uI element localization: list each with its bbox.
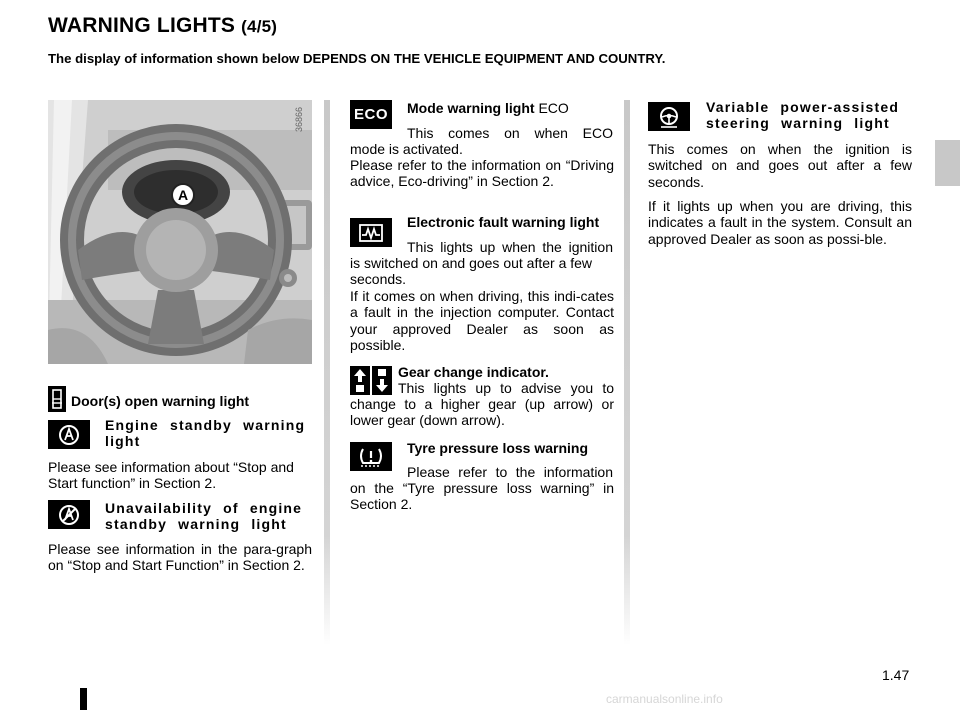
tyre-pressure-line1: Please refer to the information <box>407 464 613 480</box>
page-title-part: (4/5) <box>241 17 278 36</box>
page-subtitle: The display of information shown below DEPENDS ON THE VEHICLE EQUIPMENT AND COUNTRY. <box>48 51 666 66</box>
gear-change-icon <box>350 366 392 395</box>
tyre-pressure-text: on the “Tyre pressure loss warning” in Section 2. <box>350 480 614 513</box>
corner-mark <box>80 688 87 710</box>
figure-reference: 36866 <box>294 106 304 132</box>
page-title-text: WARNING LIGHTS <box>48 14 236 37</box>
engine-standby-heading: Engine standby warning light <box>105 417 306 450</box>
tyre-pressure-icon <box>350 442 392 471</box>
gear-change-text: change to a higher gear (up arrow) or lower gear (down arrow). <box>350 396 614 429</box>
engine-standby-unavailable-text: Please see information in the para-graph on “Stop and Start Function” in Section 2. <box>48 541 312 574</box>
electronic-fault-heading: Electronic fault warning light <box>407 214 600 230</box>
eco-mode-heading-label: Mode warning light <box>407 100 535 116</box>
column-divider-left <box>324 100 330 645</box>
dashboard-photo <box>48 100 312 364</box>
door-open-heading: Door(s) open warning light <box>71 393 250 409</box>
electronic-fault-text2: If it comes on when driving, this indi-cates a fault in the injection computer. Contact your approved Dealer as soon as possible. <box>350 288 614 354</box>
section-tab <box>935 140 960 186</box>
gear-change-heading: Gear change indicator. <box>398 364 549 380</box>
column-divider-right <box>624 100 630 645</box>
electronic-fault-text: is switched on and goes out after a few seconds. <box>350 255 593 288</box>
engine-standby-unavailable-heading: Unavailability of engine standby warning light <box>105 500 303 533</box>
figure-marker-a: A <box>171 183 195 207</box>
engine-standby-unavailable-icon <box>48 500 90 529</box>
electronic-fault-line1: This lights up when the ignition <box>407 239 613 255</box>
power-steering-text: This comes on when the ignition is switched on and goes out after a few seconds. <box>648 141 912 190</box>
power-steering-icon <box>648 102 690 131</box>
eco-mode-line2: mode is activated. <box>350 141 463 157</box>
eco-mode-heading <box>407 100 615 116</box>
power-steering-text2: If it lights up when you are driving, this indicates a fault in the system. Consult an approved Dealer as soon as possi-ble. <box>648 198 912 247</box>
engine-standby-text: Please see information about “Stop and Start function” in Section 2. <box>48 459 294 492</box>
eco-mode-icon: ECO <box>350 100 392 129</box>
gear-change-line1: This lights up to advise you to <box>398 380 614 396</box>
page-title <box>48 14 277 38</box>
eco-mode-text: Please refer to the information on “Driving advice, Eco-driving” in Section 2. <box>350 157 614 190</box>
watermark: carmanualsonline.info <box>606 692 723 706</box>
page-number: 1.47 <box>882 667 910 683</box>
eco-mode-line1: This comes on when ECO <box>407 125 613 141</box>
power-steering-heading: Variable power-assisted steering warning light <box>706 99 900 132</box>
door-open-icon <box>48 386 66 412</box>
engine-standby-icon <box>48 420 90 449</box>
electronic-fault-icon <box>350 218 392 247</box>
tyre-pressure-heading: Tyre pressure loss warning <box>407 440 589 456</box>
eco-mode-heading-suffix: ECO <box>538 100 569 116</box>
